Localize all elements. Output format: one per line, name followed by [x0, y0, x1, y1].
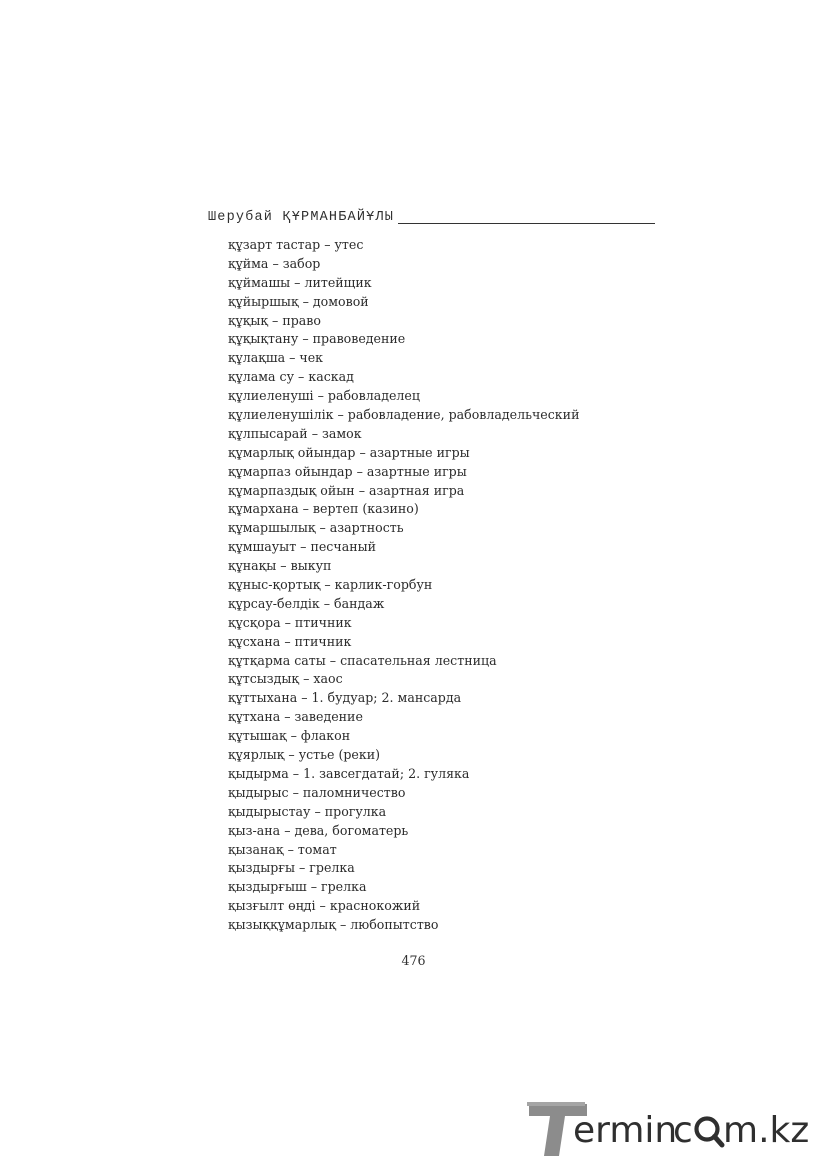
glossary-entry: құйма – забор — [228, 255, 321, 271]
glossary-entry: құмархана – вертеп (казино) — [228, 501, 419, 517]
glossary-entry: құтсыздық – хаос — [228, 671, 343, 687]
glossary-entry: құсқора – птичник — [228, 614, 352, 630]
glossary-entry: құйыршық – домовой — [228, 293, 369, 309]
logo-text-c: c — [673, 1110, 693, 1151]
logo-text-mkz: m.kz — [723, 1110, 810, 1151]
glossary-entry: құтхана – заведение — [228, 709, 363, 725]
glossary-entry: қыздырғы – грелка — [228, 860, 355, 876]
glossary-entry: қыдырыстау – прогулка — [228, 803, 387, 819]
glossary-entry: құныс-қортық – карлик-горбун — [228, 577, 433, 593]
glossary-entry: қыздырғыш – грелка — [228, 879, 367, 895]
glossary-entry: құлпысарай – замок — [228, 425, 362, 441]
glossary-entry: құймашы – литейщик — [228, 274, 372, 290]
glossary-entry: қыдырма – 1. завсегдатай; 2. гуляка — [228, 765, 470, 781]
glossary-entry: құқық – право — [228, 312, 321, 328]
logo-text-ermin: ermin — [573, 1110, 678, 1151]
glossary-entry: құмаршылық – азартность — [228, 520, 404, 536]
glossary-entry: қызыққұмарлық – любопытство — [228, 917, 439, 933]
glossary-entry: құттыхана – 1. будуар; 2. мансарда — [228, 690, 462, 706]
glossary-entry: құрсау-белдік – бандаж — [228, 595, 385, 611]
glossary-entry: қыз-ана – дева, богоматерь — [228, 822, 409, 838]
page-number: 476 — [401, 953, 426, 968]
glossary-entry: құмшауыт – песчаный — [228, 539, 377, 555]
logo-graphic — [527, 1096, 817, 1162]
glossary-entry: құтышақ – флакон — [228, 728, 351, 744]
glossary-entry: құнақы – выкуп — [228, 558, 332, 574]
magnifier-icon — [697, 1119, 723, 1146]
glossary-entry: қыдырыс – паломничество — [228, 784, 406, 800]
author-name: Шерубай ҚҰРМАНБАЙҰЛЫ — [208, 210, 395, 225]
glossary-entry: құмарлық ойындар – азартные игры — [228, 444, 470, 460]
glossary-entry: құмарпаздық ойын – азартная игра — [228, 482, 465, 498]
glossary-entry: құмарпаз ойындар – азартные игры — [228, 463, 467, 479]
glossary-entry: қызғылт өңді – краснокожий — [228, 898, 421, 914]
glossary-entry: құлиеленуші – рабовладелец — [228, 388, 420, 404]
glossary-entry: қызанақ – томат — [228, 841, 337, 857]
header-rule — [398, 223, 655, 224]
glossary-entry: құсхана – птичник — [228, 633, 352, 649]
glossary-entries — [228, 236, 668, 935]
glossary-entry: құлиеленушілік – рабовладение, рабовладельческий — [228, 407, 580, 423]
glossary-entry: құярлық – устье (реки) — [228, 747, 381, 763]
glossary-entry: құлақша – чек — [228, 350, 324, 366]
glossary-entry: құлама су – каскад — [228, 369, 354, 385]
running-header — [208, 209, 655, 227]
glossary-entry: құқықтану – правоведение — [228, 331, 406, 347]
glossary-entry: құзарт тастар – утес — [228, 237, 364, 252]
termincom-logo[interactable] — [527, 1096, 817, 1162]
glossary-entry: құтқарма саты – спасательная лестница — [228, 652, 497, 668]
